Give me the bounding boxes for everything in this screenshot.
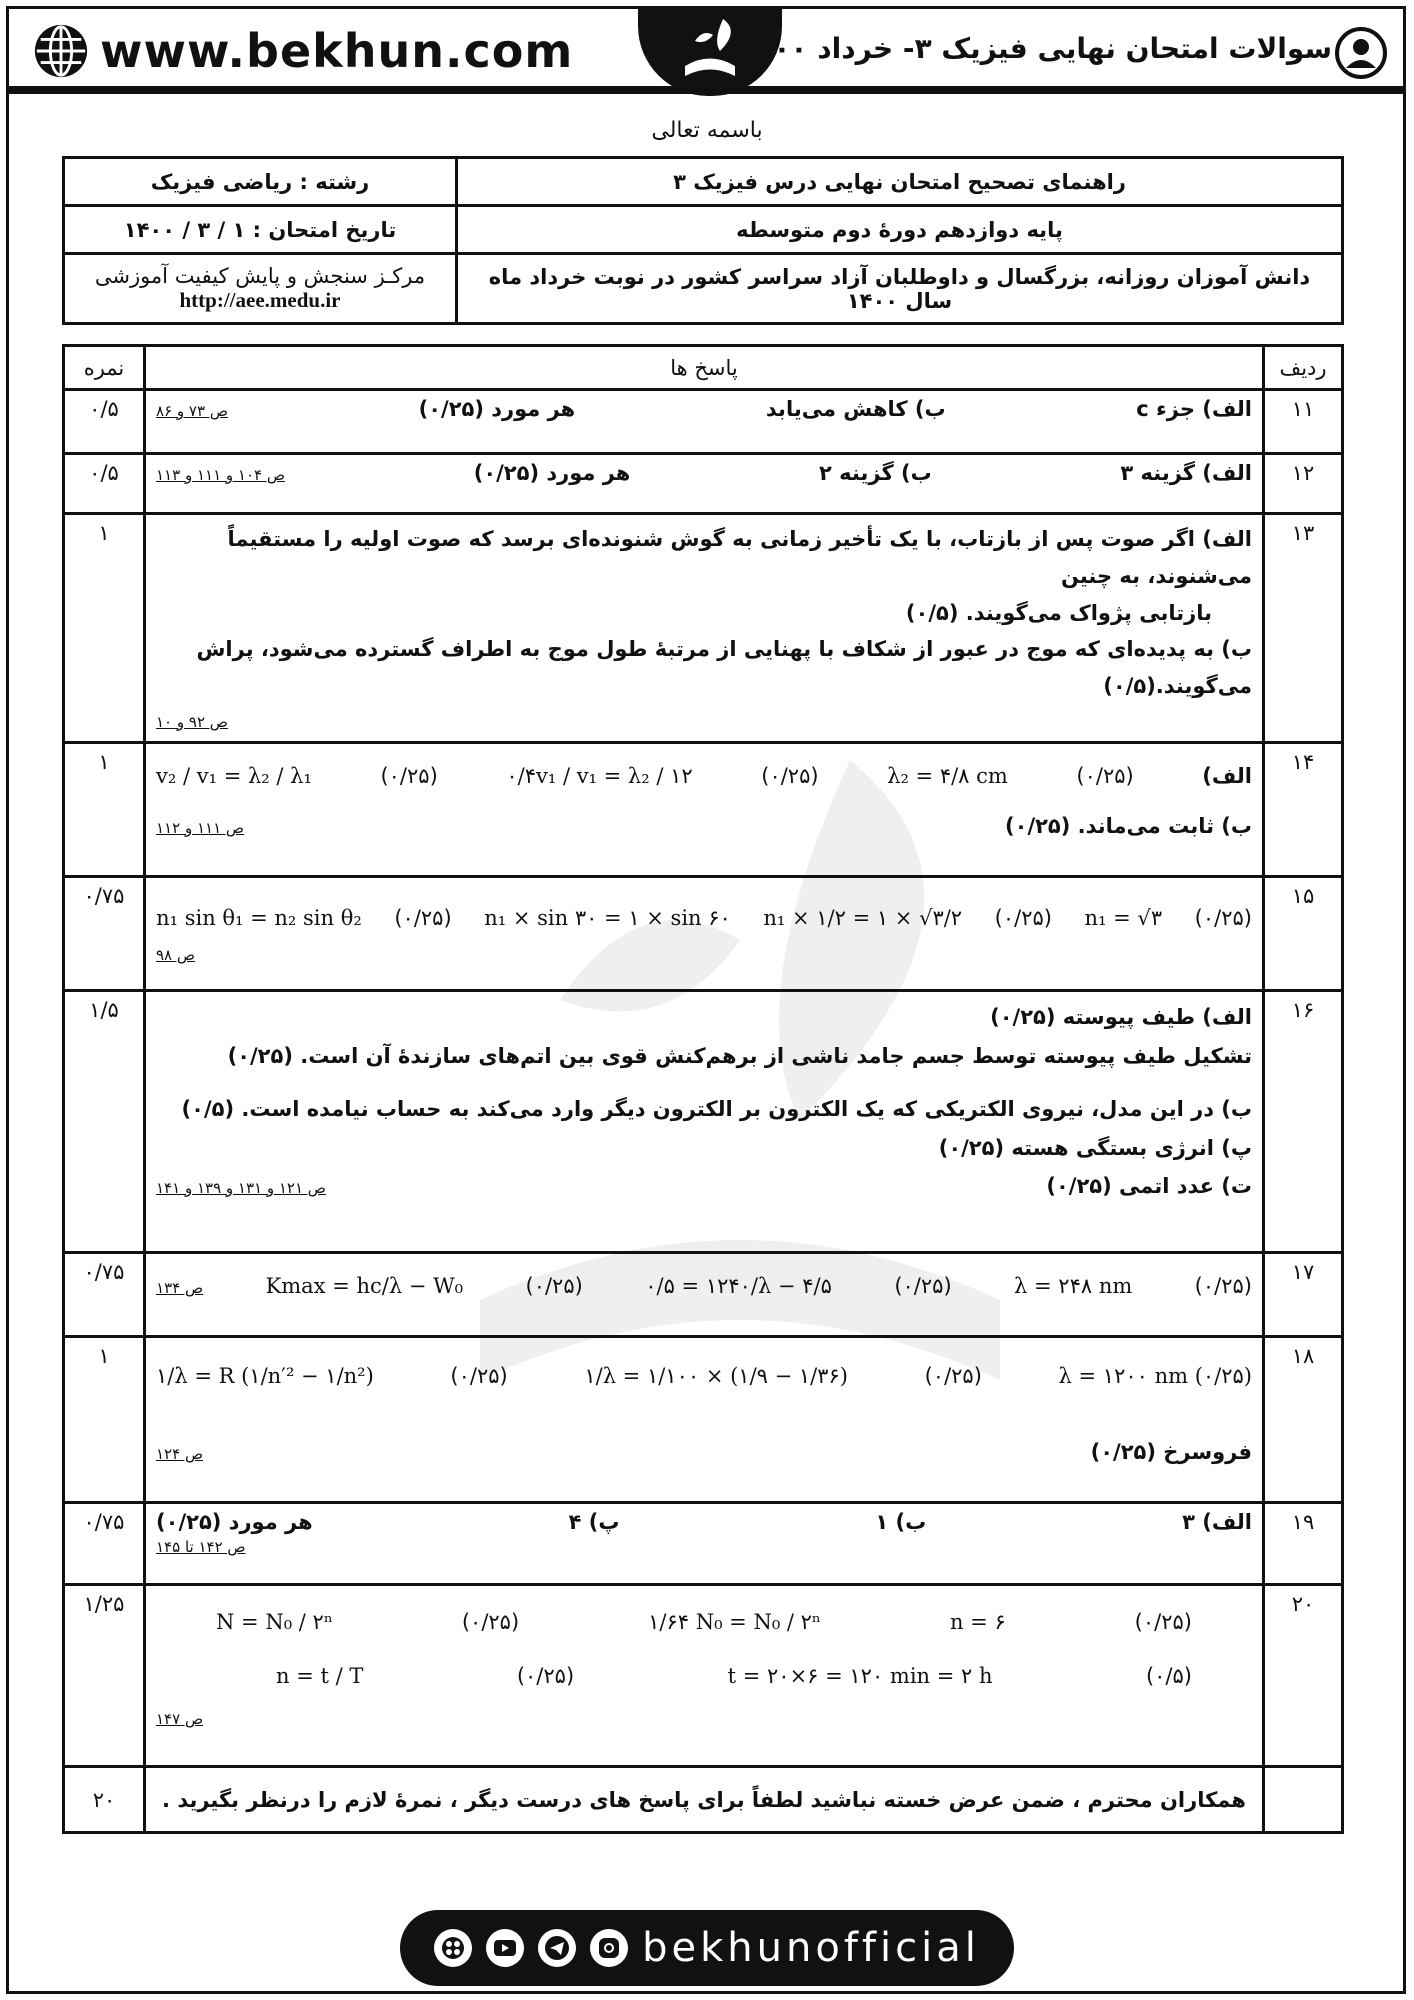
book-page-ref: ص ۹۸ (156, 946, 196, 964)
score-mark: (۰/۲۵) (1194, 1274, 1252, 1298)
answer-line: تشکیل طیف پیوسته توسط جسم جامد ناشی از برهم‌کنش قوی بین اتم‌های سازندهٔ آن است. (۰/۲۵) (227, 1043, 1252, 1068)
equation: ۱/λ = ۱/۱۰۰ × (۱/۹ − ۱/۳۶) (584, 1364, 848, 1388)
exam-title: سوالات امتحان نهایی فیزیک ۳- خرداد ۱۴۰۰ (739, 32, 1332, 65)
equation: Kmax = hc/λ − W₀ (265, 1274, 464, 1298)
answer-line: الف) اگر صوت پس از بازتاب، با یک تأخیر زمانی به گوش شنونده‌ای برسد که صوت اولیه را مستقیماً می‌شنوند، به چنین (227, 527, 1252, 588)
table-row (64, 877, 1343, 991)
site-url[interactable]: www.bekhun.com (100, 24, 574, 78)
book-page-ref: ص ۱۰۴ و ۱۱۱ و ۱۱۳ (156, 466, 285, 484)
row-num: ۲۰ (1264, 1585, 1343, 1767)
answer-cell (145, 743, 1264, 877)
answer-cell (145, 1585, 1264, 1767)
equation: λ = ۱۲۰۰ nm (۰/۲۵) (1058, 1364, 1252, 1388)
social-footer[interactable] (400, 1910, 1014, 1986)
row-num: ۱۹ (1264, 1503, 1343, 1585)
top-banner (6, 6, 1406, 94)
globe-icon (32, 22, 90, 80)
table-row-note (64, 1767, 1343, 1833)
equation: n₁ sin θ₁ = n₂ sin θ₂ (156, 906, 362, 930)
telegram-icon[interactable] (538, 1929, 576, 1967)
answer-line: بازتابی پژواک می‌گویند. (۰/۵) (905, 600, 1212, 625)
answer-cell (145, 1337, 1264, 1503)
row-score: ۱ (64, 1337, 145, 1503)
score-mark: (۰/۲۵) (394, 906, 452, 930)
answer-part: الف) (1202, 764, 1252, 788)
answer-line: ب) ثابت می‌ماند. (۰/۲۵) (1005, 814, 1252, 838)
score-mark: (۰/۲۵) (1076, 764, 1134, 788)
table-row (64, 1253, 1343, 1337)
answer-cell (145, 1503, 1264, 1585)
table-row (64, 454, 1343, 514)
score-mark: (۰/۲۵) (761, 764, 819, 788)
equation: t = ۲۰×۶ = ۱۲۰ min = ۲ h (727, 1664, 993, 1688)
row-num: ۱۱ (1264, 390, 1343, 454)
book-page-ref: ص ۱۳۴ (156, 1279, 204, 1297)
book-page-ref: ص ۹۲ و ۱۰ (156, 712, 228, 731)
score-mark: (۰/۲۵) (894, 1274, 952, 1298)
equation: λ₂ = ۴/۸ cm (887, 764, 1008, 788)
row-score: ۱ (64, 514, 145, 743)
grader-note: همکاران محترم ، ضمن عرض خسته نباشید لطفاً برای پاسخ های درست دیگر ، نمرهٔ لازم را درنظر بگیرید . (145, 1767, 1264, 1833)
table-row (64, 390, 1343, 454)
score-mark: (۰/۲۵) (994, 906, 1052, 930)
total-score: ۲۰ (64, 1767, 145, 1833)
equation: n₁ = √۳ (1084, 906, 1163, 930)
row-score: ۱/۵ (64, 991, 145, 1253)
score-mark: (۰/۲۵) (1134, 1610, 1192, 1634)
score-mark: (۰/۲۵) (516, 1664, 575, 1688)
book-page-ref: ص ۱۲۴ (156, 1445, 204, 1463)
info-center (64, 254, 457, 324)
equation: n = t / T (276, 1664, 364, 1688)
answer-part: الف) گزینه ۳ (1120, 461, 1252, 485)
info-audience: دانش آموزان روزانه، بزرگسال و داوطلبان آزاد سراسر کشور در نوبت خرداد ماه سال ۱۴۰۰ (457, 254, 1343, 324)
answer-line: پ) انرژی بستگی هسته (۰/۲۵) (938, 1135, 1252, 1160)
equation: N = N₀ / ۲ⁿ (216, 1610, 333, 1634)
row-score: ۰/۷۵ (64, 1253, 145, 1337)
info-grade: پایه دوازدهم دورهٔ دوم متوسطه (457, 206, 1343, 254)
score-mark: (۰/۲۵) (380, 764, 438, 788)
table-row (64, 991, 1343, 1253)
row-num: ۱۷ (1264, 1253, 1343, 1337)
table-header-row (64, 346, 1343, 390)
table-row (64, 1503, 1343, 1585)
row-num: ۱۳ (1264, 514, 1343, 743)
center-name: مرکـز سنجش و پایش کیفیت آموزشی (94, 264, 426, 288)
answer-part: هر مورد (۰/۲۵) (156, 1510, 313, 1534)
equation: v₂ / v₁ = λ₂ / λ₁ (156, 764, 312, 788)
score-mark: (۰/۲۵) (525, 1274, 583, 1298)
row-score: ۰/۵ (64, 390, 145, 454)
answer-part: پ) ۴ (568, 1510, 620, 1534)
book-page-ref: ص ۱۱۱ و ۱۱۲ (156, 819, 245, 837)
col-header-answers: پاسخ ها (145, 346, 1264, 390)
answer-line: ب) به پدیده‌ای که موج در عبور از شکاف با پهنایی از مرتبهٔ طول موج به اطراف گسترده می‌شود، پراش می‌گویند.(۰/۵) (196, 637, 1252, 698)
answer-part: ب) کاهش می‌یابد (765, 397, 946, 421)
site-link[interactable] (32, 22, 573, 80)
table-row (64, 1337, 1343, 1503)
center-url[interactable]: http://aee.medu.ir (179, 288, 341, 312)
equation: ۱/λ = R (۱/n′² − ۱/n²) (156, 1364, 374, 1388)
equation: ۰/۴v₁ / v₁ = λ₂ / ۱۲ (506, 764, 693, 788)
exam-info-table (62, 156, 1344, 325)
score-mark: (۰/۲۵) (450, 1364, 508, 1388)
row-num: ۱۲ (1264, 454, 1343, 514)
answer-line: ب) در این مدل، نیروی الکتریکی که یک الکترون بر الکترون دیگر وارد می‌کند به حساب نیامده است. (۰/۵) (181, 1096, 1252, 1121)
answer-cell (145, 877, 1264, 991)
answer-line: الف) طیف پیوسته (۰/۲۵) (990, 1005, 1252, 1029)
score-mark: (۰/۲۵) (924, 1364, 982, 1388)
col-header-num: ردیف (1264, 346, 1343, 390)
equation: n₁ × sin ۳۰ = ۱ × sin ۶۰ (484, 906, 731, 930)
answer-line: ت) عدد اتمی (۰/۲۵) (1046, 1174, 1252, 1199)
book-page-ref: ص ۷۳ و ۸۶ (156, 402, 228, 420)
info-date: تاریخ امتحان : ۱ / ۳ / ۱۴۰۰ (64, 206, 457, 254)
instagram-icon[interactable] (590, 1929, 628, 1967)
score-mark: (۰/۲۵) (461, 1610, 520, 1634)
answer-cell (145, 1253, 1264, 1337)
answer-line: فروسرخ (۰/۲۵) (1090, 1440, 1252, 1464)
row-score: ۰/۷۵ (64, 1503, 145, 1585)
info-course: راهنمای تصحیح امتحان نهایی درس فیزیک ۳ (457, 158, 1343, 206)
row-num: ۱۵ (1264, 877, 1343, 991)
equation: λ = ۲۴۸ nm (1014, 1274, 1133, 1298)
row-score: ۰/۷۵ (64, 877, 145, 991)
answer-cell (145, 991, 1264, 1253)
row-num-empty (1264, 1767, 1343, 1833)
info-field: رشته : ریاضی فیزیک (64, 158, 457, 206)
score-mark: (۰/۲۵) (1194, 906, 1252, 930)
row-score: ۱/۲۵ (64, 1585, 145, 1767)
col-header-score: نمره (64, 346, 145, 390)
answer-cell (145, 390, 1264, 454)
answer-part: ب) گزینه ۲ (819, 461, 932, 485)
answer-part: الف) جزء c (1136, 397, 1252, 421)
table-row (64, 514, 1343, 743)
book-page-ref: ص ۱۴۷ (156, 1710, 204, 1728)
row-score: ۱ (64, 743, 145, 877)
table-row (64, 743, 1343, 877)
book-page-ref: ص ۱۴۲ تا ۱۴۵ (156, 1538, 246, 1556)
answer-part: الف) ۳ (1182, 1510, 1252, 1534)
intro-text: باسمه تعالی (651, 118, 763, 143)
row-score: ۰/۵ (64, 454, 145, 514)
equation: ۱/۶۴ N₀ = N₀ / ۲ⁿ (648, 1610, 822, 1634)
answer-cell (145, 454, 1264, 514)
book-page-ref: ص ۱۲۱ و ۱۳۱ و ۱۳۹ و ۱۴۱ (156, 1178, 326, 1197)
equation: n = ۶ (949, 1610, 1006, 1634)
answer-cell (145, 514, 1264, 743)
user-icon[interactable] (1334, 26, 1388, 80)
row-num: ۱۴ (1264, 743, 1343, 877)
score-mark: (۰/۵) (1145, 1664, 1192, 1688)
youtube-icon[interactable] (486, 1929, 524, 1967)
answer-part: هر مورد (۰/۲۵) (418, 397, 576, 421)
answer-part: ب) ۱ (875, 1510, 927, 1534)
equation: n₁ × ۱/۲ = ۱ × √۳/۲ (763, 906, 963, 930)
row-num: ۱۸ (1264, 1337, 1343, 1503)
table-row (64, 1585, 1343, 1767)
equation: ۰/۵ = ۱۲۴۰/λ − ۴/۵ (645, 1274, 832, 1298)
social-handle[interactable]: bekhunofficial (642, 1925, 980, 1971)
aparat-icon[interactable] (434, 1929, 472, 1967)
row-num: ۱۶ (1264, 991, 1343, 1253)
answer-part: هر مورد (۰/۲۵) (473, 461, 631, 485)
answers-table (62, 344, 1344, 1834)
